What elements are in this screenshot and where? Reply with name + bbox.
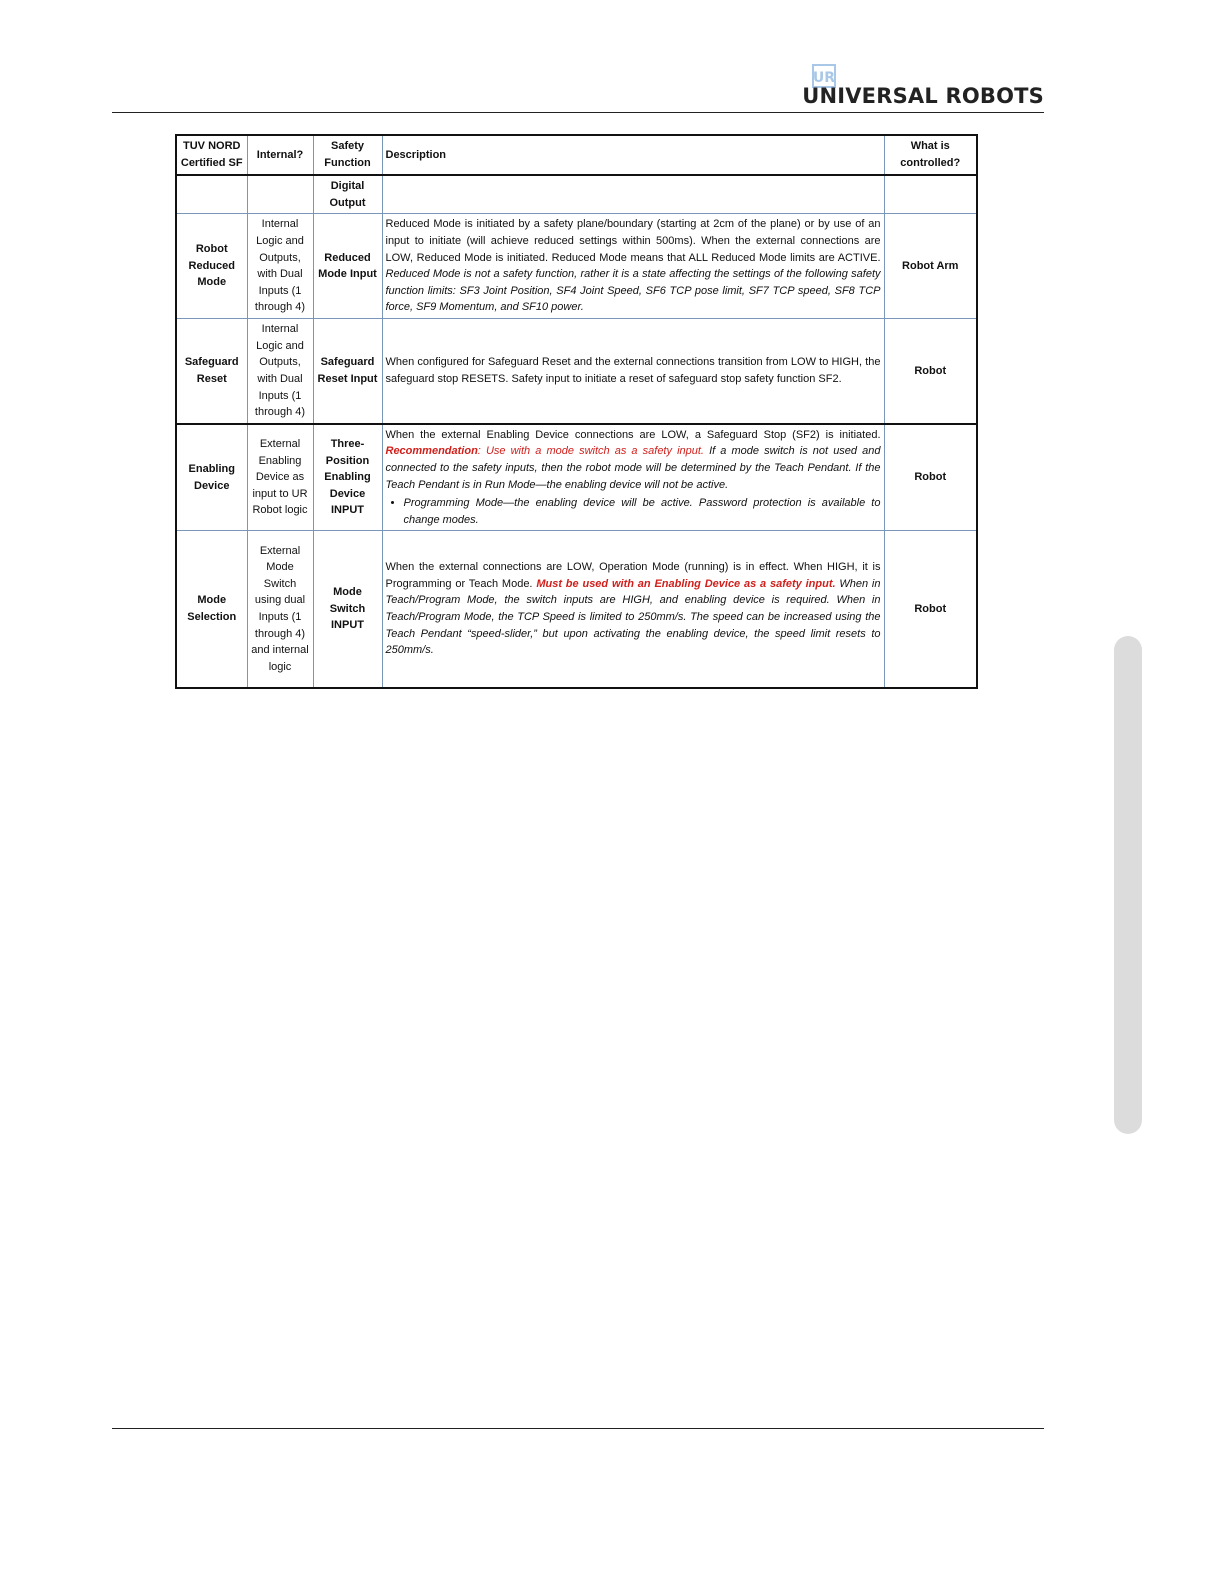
cell-description: When configured for Safeguard Reset and the external connections transition from LOW to HIGH, the safeguard stop RESETS. Safety input to initiate a reset of safeguard stop safety function SF2. — [382, 319, 884, 424]
description-warning: Must be used with an Enabling Device as a safety input. — [536, 577, 836, 590]
description-italic: Reduced Mode is not a safety function, rather it is a state affecting the settings of the following safety function limits: SF3 Joint Position, SF4 Joint Speed, SF6 TCP pose limit, SF7 TCP speed, SF8 TCP force, SF9 Momentum, and SF10 power. — [385, 268, 881, 314]
footer-divider — [112, 1428, 1044, 1429]
brand-name: UNIVERSAL ROBOTS — [802, 84, 1044, 108]
cell-internal: External Enabling Device as input to UR Robot logic — [247, 424, 313, 531]
cell-controlled: Robot — [884, 319, 977, 424]
description-italic: When in Teach/Program Mode, the switch inputs are HIGH, and enabling device is required. When in Teach/Program Mode, the TCP Speed is limited to 250mm/s. The speed can be increased using the Teach Pendant “speed-slider,” but upon activating the enabling device, the speed limit resets to 250mm/s. — [385, 577, 881, 657]
recommendation-label: Recommendation — [385, 445, 478, 458]
cell-description — [382, 424, 884, 531]
cell-safety-function: Reduced Mode Input — [313, 214, 382, 319]
cell-certified-sf: Safeguard Reset — [176, 319, 247, 424]
table-row — [176, 319, 977, 424]
header-internal: Internal? — [247, 135, 313, 175]
table-header-row — [176, 135, 977, 175]
cell-description — [382, 531, 884, 688]
safety-function-table — [175, 134, 978, 689]
cell-controlled: Robot — [884, 531, 977, 688]
header-safety-function: Safety Function — [313, 135, 382, 175]
recommendation-text: : Use with a mode switch as a safety input. — [477, 445, 704, 458]
cell-empty — [382, 175, 884, 214]
logo-mark-text: UR — [812, 70, 836, 86]
universal-robots-logo — [802, 62, 1044, 112]
description-bullets — [386, 495, 881, 528]
cell-certified-sf: Robot Reduced Mode — [176, 214, 247, 319]
list-item: • Programming Mode—the enabling device will be active. Password protection is available to change modes. — [404, 495, 881, 528]
table-row — [176, 531, 977, 688]
description-text: When the external connections are LOW, Operation Mode (running) is in effect. When HIGH, it is Programming or Teach Mode. — [385, 561, 881, 590]
cell-empty — [176, 175, 247, 214]
cell-safety-function: Digital Output — [313, 175, 382, 214]
cell-controlled: Robot — [884, 424, 977, 531]
cell-internal: Internal Logic and Outputs, with Dual Inputs (1 through 4) — [247, 214, 313, 319]
cell-description — [382, 214, 884, 319]
table-row — [176, 175, 977, 214]
cell-controlled: Robot Arm — [884, 214, 977, 319]
cell-certified-sf: Enabling Device — [176, 424, 247, 531]
description-text: When the external Enabling Device connections are LOW, a Safeguard Stop (SF2) is initiated. — [385, 428, 881, 441]
header-certified-sf: TUV NORD Certified SF — [176, 135, 247, 175]
cell-safety-function: Mode Switch INPUT — [313, 531, 382, 688]
description-text: Reduced Mode is initiated by a safety plane/boundary (starting at 2cm of the plane) or by use of an input to initiate (will achieve reduced settings within 500ms). When the external connections are LOW, Reduced Mode is initiated. Reduced Mode means that ALL Reduced Mode limits are ACTIVE. — [385, 218, 881, 264]
header-description: Description — [382, 135, 884, 175]
table-row — [176, 214, 977, 319]
description-italic: If a mode switch is not used and connected to the safety inputs, then the robot mode will be determined by the Teach Pendant. If the Teach Pendant is in Run Mode—the enabling device will not be active. — [385, 445, 881, 491]
cell-internal: Internal Logic and Outputs, with Dual Inputs (1 through 4) — [247, 319, 313, 424]
cell-safety-function: Three-Position Enabling Device INPUT — [313, 424, 382, 531]
cell-empty — [247, 175, 313, 214]
header-what-controlled: What is controlled? — [884, 135, 977, 175]
cell-safety-function: Safeguard Reset Input — [313, 319, 382, 424]
header-divider — [112, 112, 1044, 113]
table-row — [176, 424, 977, 531]
cell-empty — [884, 175, 977, 214]
side-tab — [1114, 636, 1142, 1134]
cell-internal: External Mode Switch using dual Inputs (1 through 4) and internal logic — [247, 531, 313, 688]
cell-certified-sf: Mode Selection — [176, 531, 247, 688]
